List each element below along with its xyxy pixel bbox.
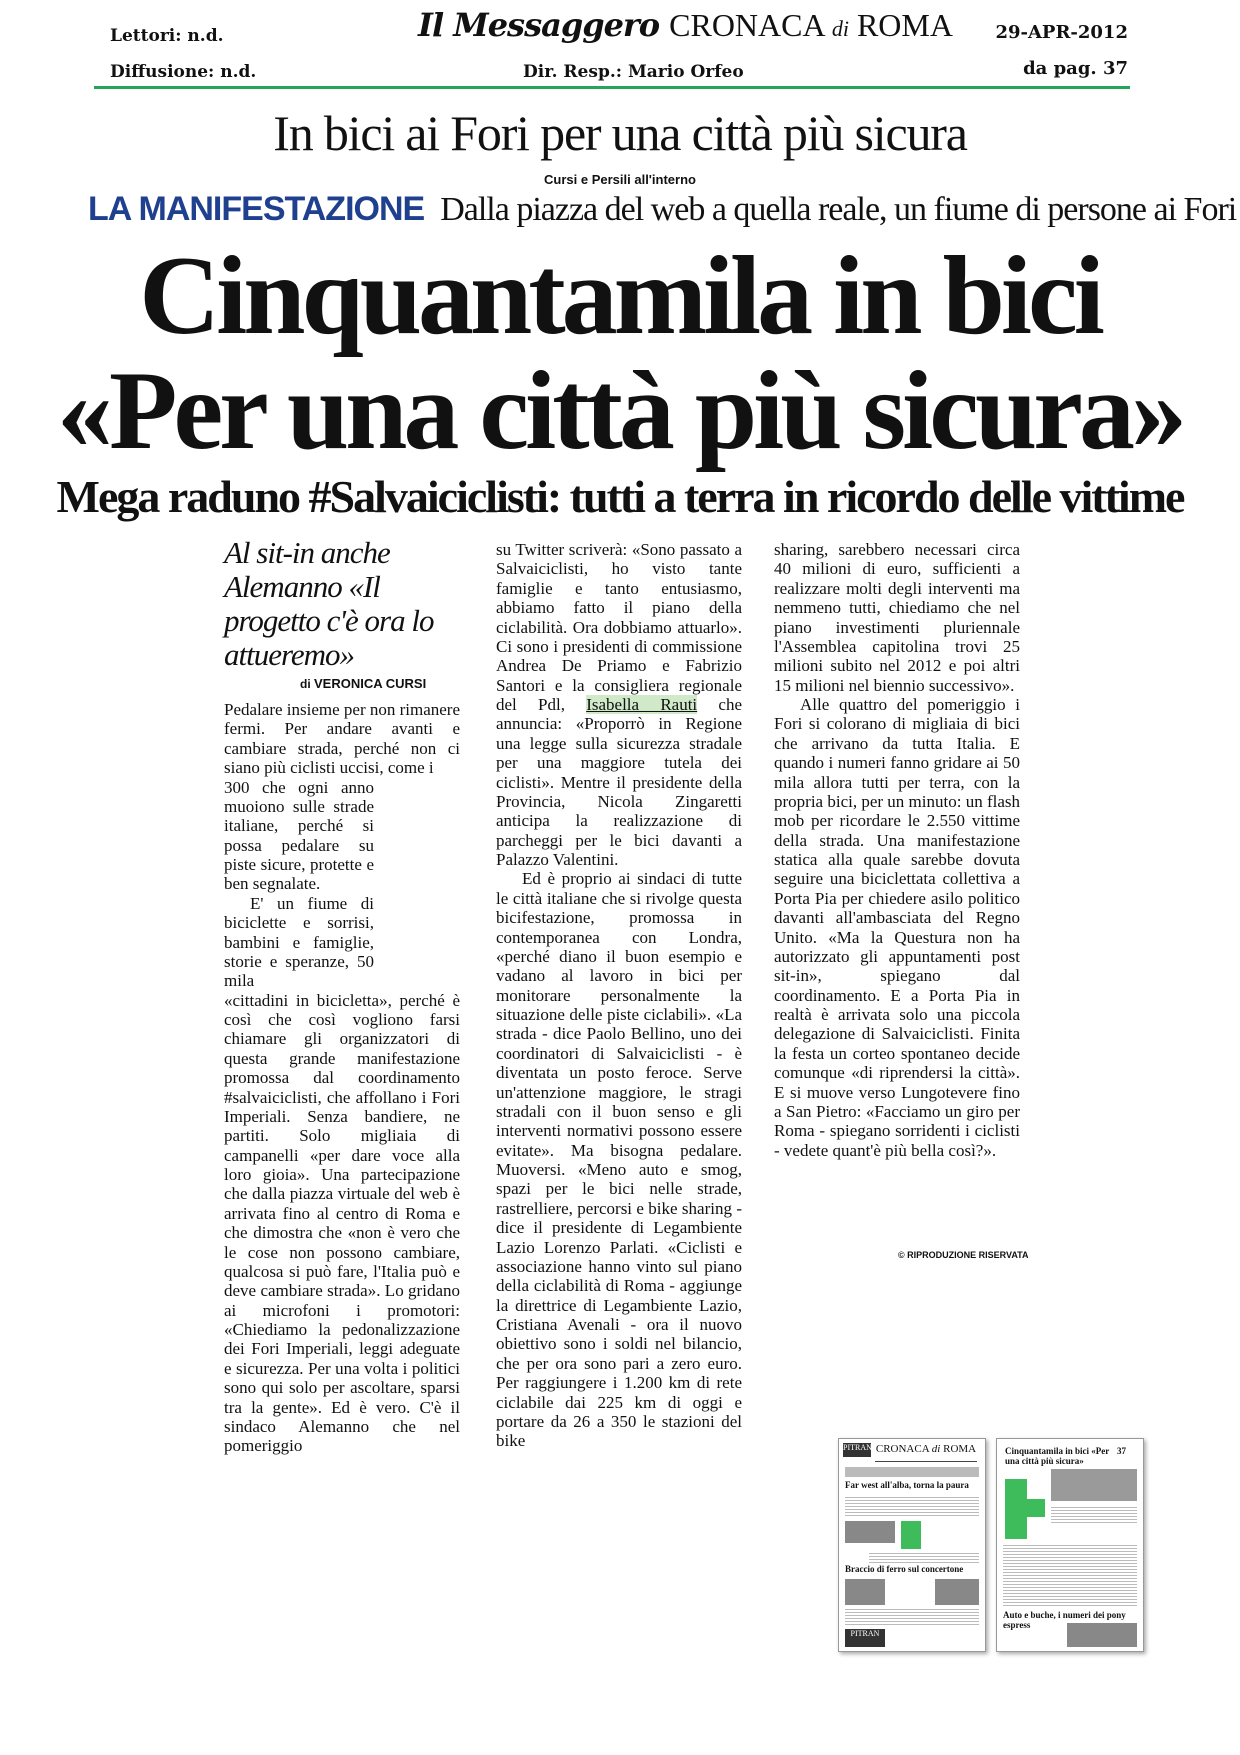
- kicker-text: Dalla piazza del web a quella reale, un fiume di persone ai Fori: [440, 191, 1237, 228]
- author-name: VERONICA CURSI: [314, 676, 427, 691]
- article-subtitle: Al sit-in anche Alemanno «Il progetto c'è ora lo attueremo»: [224, 535, 434, 673]
- kicker-label: LA MANIFESTAZIONE: [88, 190, 425, 228]
- thumbnail-headline: Far west all'alba, torna la paura: [845, 1480, 969, 1490]
- thumbnail-highlight: [1027, 1499, 1045, 1517]
- main-headline-line1: Cinquantamila in bici: [139, 234, 1101, 358]
- page-reference: da pag. 37: [1023, 58, 1128, 79]
- sub-headline: Mega raduno #Salvaiciclisti: tutti a terra in ricordo delle vittime: [56, 471, 1184, 522]
- readers-info: Lettori: n.d.: [110, 26, 224, 46]
- masthead-name: Il Messaggero: [418, 6, 660, 44]
- header-divider: [94, 86, 1130, 89]
- thumbnail-ad: PITRAN: [843, 1443, 871, 1457]
- thumbnail-headline: Braccio di ferro sul concertone: [845, 1564, 964, 1574]
- article-column-3: [774, 540, 1020, 1160]
- thumbnail-masthead: CRONACA di ROMA: [875, 1443, 977, 1462]
- paragraph: Ed è proprio ai sindaci di tutte le città italiane che si rivolge questa bicifestazione, promossa in contemporanea con Londra, «perché diano il buon esempio e vadano al lavoro in bici per monitorare personalmente la situazione delle piste ciclabili». «La strada - dice Paolo Bellino, uno dei coordinatori di Salvaiciclisti - è diventata un posto feroce. Serve un'attenzione maggiore, le stragi stradali con il buon senso e gli interventi normativi possono essere evitate». Ma bisogna pedalare. Muoversi. «Meno auto e smog, spazi per le bici nelle strade, rastrelliere, percorsi e bike sharing - dice il presidente di Legambiente Lazio Lorenzo Parlati. «Ciclisti e associazione hanno vinto sul piano della ciclabilità di Roma - aggiunge la direttrice di Legambiente Lazio, Cristiana Avenali - ora il nuovo obiettivo sono i soldi nel bilancio, che per ora sono pari a zero euro. Per raggiungere i 1.200 km di rete ciclabile dai 225 km di oggi e portare da 26 a 350 le stazioni del bike: [496, 869, 742, 1451]
- paragraph: «cittadini in bicicletta», perché è così che così vogliono farsi chiamare gli organizzatori di questa grande manifestazione promossa dal coordinamento #salvaiciclisti, che affollano i Fori Imperiali. Senza bandiere, ne partiti. Solo migliaia di campanelli «per dare voce alla loro gioia». Una partecipazione che dalla piazza virtuale del web è arrivata fino al centro di Roma e che dimostra che «non è vero che le cose non possono cambiare, qualcosa si può fare, l'Italia può e deve cambiare strada». Lo gridano ai microfoni i promotori: «Chiediamo la pedonalizzazione dei Fori Imperiali, leggi adeguate e sicurezza. Per una volta i politici sono qui solo per ascoltare, sparsi tra la gente». Ed è vero. C'è il sindaco Alemanno che nel pomeriggio: [224, 990, 460, 1456]
- thumbnail-text: [1003, 1543, 1137, 1607]
- paragraph: sharing, sarebbero necessari circa 40 milioni di euro, sufficienti a realizzare molti degli interventi ma nemmeno tutti, chiediamo che nel piano investimenti pluriennale l'Assemblea capitolina trovi 25 milioni subito nel 2012 e poi altri 15 milioni nel biennio successivo».: [774, 540, 1020, 695]
- paragraph: 300 che ogni anno muoiono sulle strade italiane, perché si possa pedalare su piste sicure, protette e ben segnalate.: [224, 777, 374, 894]
- copyright-notice: © RIPRODUZIONE RISERVATA: [898, 1250, 1029, 1260]
- thumbnail-headline: Cinquantamila in bici «Per una città più sicura»: [1005, 1446, 1110, 1466]
- thumbnail-text: [845, 1607, 979, 1625]
- paragraph: su Twitter scriverà: «Sono passato a Salvaiciclisti, ho visto tante famiglie e tanto entusiasmo, abbiamo fatto il piano della ciclabilità. Ora dobbiamo attuarlo». Ci sono i presidenti di commissione Andrea De Priamo e Fabrizio Santori e la consigliera regionale del Pdl, Isabella Rauti che annuncia: «Proporrò in Regione una legge sulla sicurezza stradale per una maggiore tutela dei ciclisti». Mentre il presidente della Provincia, Nicola Zingaretti anticipa la realizzazione di parcheggi per le bici davanti a Palazzo Valentini.: [496, 540, 742, 869]
- article-column-2: [496, 540, 742, 1451]
- thumbnail-image: [845, 1579, 885, 1605]
- masthead-section: CRONACA di ROMA: [669, 7, 953, 43]
- thumbnail-ad: PITRAN: [845, 1629, 885, 1647]
- thumbnail-image: [845, 1467, 979, 1477]
- thumbnail-text: [1051, 1505, 1137, 1525]
- thumbnail-page-number: 37: [1117, 1446, 1126, 1456]
- page-thumbnail-2[interactable]: [996, 1438, 1144, 1652]
- paragraph: Pedalare insieme per non rimanere fermi. Per andare avanti e cambiare strada, perché non ci siano più ciclisti uccisi, come i: [224, 700, 461, 778]
- thumbnail-image: [935, 1579, 979, 1605]
- thumbnail-headline: Auto e buche, i numeri dei pony espress: [1003, 1610, 1126, 1630]
- top-headline: In bici ai Fori per una città più sicura: [273, 105, 967, 161]
- highlighted-name: Isabella Rauti: [586, 695, 698, 714]
- thumbnail-image: [1051, 1469, 1137, 1501]
- thumbnail-image: [1067, 1623, 1137, 1647]
- editor-in-chief: Dir. Resp.: Mario Orfeo: [523, 62, 744, 82]
- main-headline-line2: «Per una città più sicura»: [57, 349, 1183, 473]
- kicker: [88, 190, 1236, 229]
- article-column-1: [224, 700, 460, 1456]
- paragraph: E' un fiume di biciclette e sorrisi, bambini e famiglie, storie e speranze, 50 mila: [224, 893, 374, 991]
- issue-date: 29-APR-2012: [995, 22, 1128, 43]
- thumbnail-highlight: [1005, 1479, 1027, 1539]
- page-thumbnail-1[interactable]: [838, 1438, 986, 1652]
- thumbnail-text: [869, 1551, 979, 1563]
- newspaper-masthead: [418, 6, 953, 44]
- authors-credit: Cursi e Persili all'interno: [544, 172, 696, 187]
- circulation-info: Diffusione: n.d.: [110, 62, 257, 82]
- thumbnail-text: [845, 1495, 979, 1517]
- paragraph: Alle quattro del pomeriggio i Fori si colorano di migliaia di bici che arrivano da tutta Italia. E quando i numeri fanno gridare ai 50 mila allora tutti per terra, con la propria bici, per un minuto: un flash mob per ricordare le 2.550 vittime della strada. Una manifestazione statica alla quale sarebbe dovuta seguire una biciclettata collettiva a Porta Pia per chiedere asilo politico davanti all'ambasciata del Regno Unito. «Ma la Questura non ha autorizzato gli appuntamenti post sit-in», spiegano dal coordinamento. E a Porta Pia in realtà è arrivata solo una piccola delegazione di Salvaiciclisti. Finita la festa un corteo spontaneo decide comunque «di riprendersi la città». E si muove verso Lungotevere fino a San Pietro: «Facciamo un giro per Roma - spiegano sorridenti i ciclisti - vedete quant'è più bella così?».: [774, 695, 1020, 1160]
- thumbnail-highlight: [901, 1521, 921, 1549]
- thumbnail-image: [845, 1521, 895, 1543]
- byline: di VERONICA CURSI: [300, 676, 427, 691]
